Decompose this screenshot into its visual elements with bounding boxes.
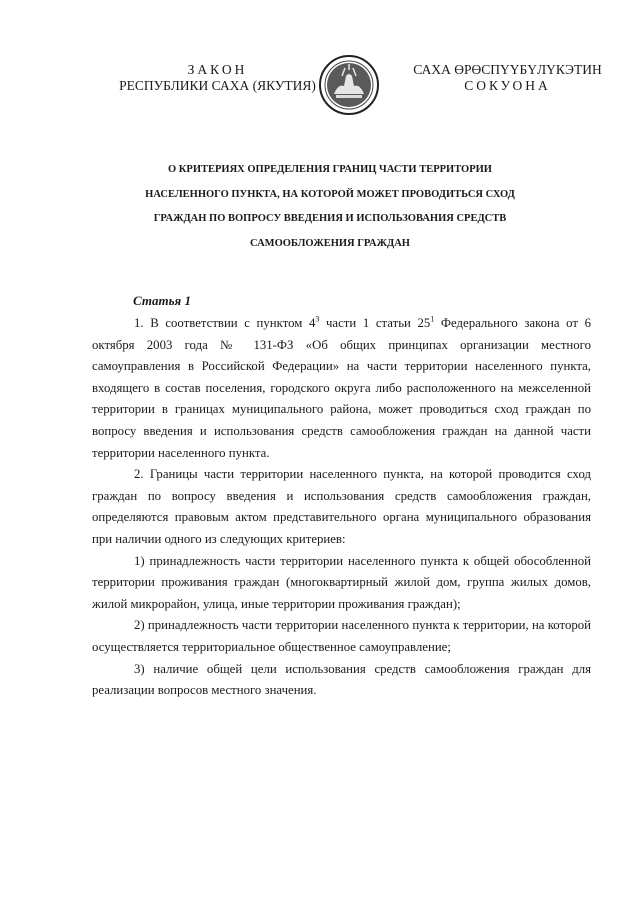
title-line-3: ГРАЖДАН ПО ВОПРОСУ ВВЕДЕНИЯ И ИСПОЛЬЗОВАНИЯ СРЕДСТВ xyxy=(153,213,507,224)
coat-of-arms-sakha-icon xyxy=(318,54,380,116)
header-right-block xyxy=(395,62,620,94)
article-heading: Статья 1 xyxy=(133,293,191,308)
paragraph-1-part-a: 1. В соответствии с пунктом 4 xyxy=(134,316,316,330)
paragraph-1-part-b: части 1 статьи 25 xyxy=(319,316,431,330)
document-title xyxy=(130,158,530,256)
title-line-1: О КРИТЕРИЯХ ОПРЕДЕЛЕНИЯ ГРАНИЦ ЧАСТИ ТЕРРИТОРИИ xyxy=(168,164,492,175)
criterion-3: 3) наличие общей цели использования средств самообложения граждан для реализации вопросов местного значения. xyxy=(92,661,591,698)
criterion-2: 2) принадлежность части территории населенного пункта к территории, на которой осуществляется территориальное общественное самоуправление; xyxy=(92,618,591,654)
superscript-1: 1 xyxy=(430,314,435,324)
header-left-block xyxy=(110,62,325,94)
republic-name: РЕСПУБЛИКИ САХА (ЯКУТИЯ) xyxy=(119,78,316,93)
title-line-4: САМООБЛОЖЕНИЯ ГРАЖДАН xyxy=(250,237,410,249)
paragraph-1 xyxy=(92,313,591,464)
paragraph-2: 2. Границы части территории населенного пункта, на которой проводится сход граждан по вопросу введения и использования средств самообложения граждан, определяются правовым актом представительного органа муниципального образования при наличии одного из следующих критериев: xyxy=(92,467,591,546)
republic-name-sakha: САХА ӨРӨСПҮҮБҮЛҮКЭТИН xyxy=(413,62,602,77)
article-body xyxy=(92,313,591,702)
superscript-3: 3 xyxy=(315,314,320,324)
law-label: ЗАКОН xyxy=(187,62,248,77)
paragraph-1-part-c: Федерального закона от 6 октября 2003 года № 131-ФЗ «Об общих принципах организации местного самоуправления в Российской Федерации» на части территории населенного пункта, входящего в состав поселения, городского округа либо расположенного на межселенной территории в границах муниципального района, может проводиться сход граждан по вопросу введения и использования средств самообложения граждан на данной части территории населенного пункта. xyxy=(92,316,591,460)
title-line-2: НАСЕЛЕННОГО ПУНКТА, НА КОТОРОЙ МОЖЕТ ПРОВОДИТЬСЯ СХОД xyxy=(145,188,515,200)
criterion-1: 1) принадлежность части территории населенного пункта к общей обособленной территории проживания граждан (многоквартирный жилой дом, группа жилых домов, жилой микрорайон, улица, иные территории проживания граждан); xyxy=(92,553,591,611)
law-label-sakha: СОКУОНА xyxy=(464,78,551,93)
